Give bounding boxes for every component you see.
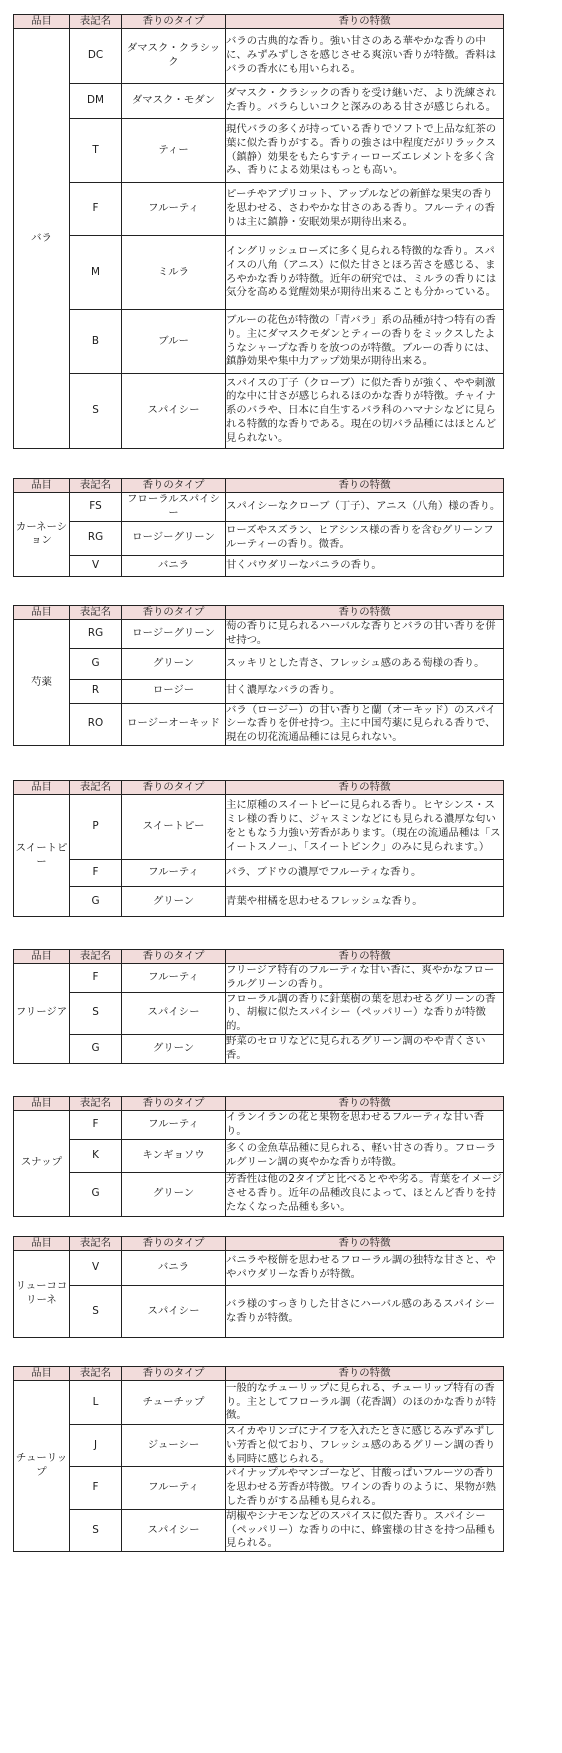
type-cell: スイートピー: [122, 795, 226, 860]
table-row: [14, 1251, 504, 1286]
code-cell: F: [70, 183, 122, 236]
type-cell: バニラ: [122, 555, 226, 576]
table-row: [14, 119, 504, 183]
item-cell: リューココリーネ: [14, 1251, 70, 1338]
header-type: 香りのタイプ: [122, 950, 226, 964]
code-cell: B: [70, 310, 122, 374]
code-cell: G: [70, 648, 122, 679]
table-row: [14, 1286, 504, 1338]
header-item: 品目: [14, 479, 70, 493]
header-item: 品目: [14, 1097, 70, 1111]
header-row: [14, 1237, 504, 1251]
header-row: [14, 606, 504, 620]
table-row: [14, 860, 504, 887]
header-type: 香りのタイプ: [122, 1097, 226, 1111]
header-item: 品目: [14, 606, 70, 620]
code-cell: P: [70, 795, 122, 860]
table-row: [14, 648, 504, 679]
desc-cell: 野菜のセロリなどに見られるグリーン調のやや青くさい香。: [226, 1034, 504, 1063]
type-cell: フルーティ: [122, 1111, 226, 1140]
desc-cell: スパイシーなクローブ（丁子）、アニス（八角）様の香り。: [226, 493, 504, 522]
header-row: [14, 781, 504, 795]
type-cell: グリーン: [122, 1034, 226, 1063]
type-cell: チューチップ: [122, 1381, 226, 1425]
desc-cell: 主に原種のスイートピーに見られる香り。ヒヤシンス・スミレ様の香りに、ジャスミンなどにも見られる濃厚な匂いをともなう力強い芳香があります。（現在の流通品種は「スイートスノー」、「スイートピンク」のみに見られます。）: [226, 795, 504, 860]
table-row: [14, 374, 504, 449]
desc-cell: パイナップルやマンゴーなど、甘酸っぱいフルーツの香りを思わせる芳香が特徴。ワインの香りのように、果物が熟した香りがする品種も見られる。: [226, 1467, 504, 1509]
code-cell: V: [70, 1251, 122, 1286]
desc-cell: スイカやリンゴにナイフを入れたときに感じるみずみずしい芳香と似ており、フレッシュ感のあるグリーン調の香りも同時に感じられる。: [226, 1425, 504, 1467]
header-desc: 香りの特徴: [226, 479, 504, 493]
code-cell: J: [70, 1425, 122, 1467]
table-row: [14, 964, 504, 993]
code-cell: R: [70, 679, 122, 703]
desc-cell: ピーチやアプリコット、アップルなどの新鮮な果実の香りを思わせる、さわやかな甘さのある香り。フルーティの香りは主に鎮静・安眠効果が期待出来る。: [226, 183, 504, 236]
table-row: [14, 236, 504, 310]
scent-table: [13, 1366, 504, 1552]
code-cell: T: [70, 119, 122, 183]
table-row: [14, 1111, 504, 1140]
table-row: [14, 555, 504, 576]
table-row: [14, 703, 504, 745]
type-cell: フルーティ: [122, 964, 226, 993]
header-type: 香りのタイプ: [122, 479, 226, 493]
header-item: 品目: [14, 781, 70, 795]
header-item: 品目: [14, 950, 70, 964]
type-cell: スパイシー: [122, 1286, 226, 1338]
code-cell: V: [70, 555, 122, 576]
header-row: [14, 1097, 504, 1111]
code-cell: S: [70, 1286, 122, 1338]
header-desc: 香りの特徴: [226, 606, 504, 620]
desc-cell: ローズやスズラン、ヒアシンス様の香りを含むグリーンフルーティーの香り。微香。: [226, 521, 504, 555]
table-row: [14, 1034, 504, 1063]
header-code: 表記名: [70, 1237, 122, 1251]
scent-table: [13, 478, 504, 577]
table-row: [14, 1381, 504, 1425]
code-cell: DM: [70, 84, 122, 119]
table-row: [14, 310, 504, 374]
item-cell: 芍薬: [14, 620, 70, 746]
table-row: [14, 887, 504, 917]
type-cell: ダマスク・モダン: [122, 84, 226, 119]
type-cell: ロージーオーキッド: [122, 703, 226, 745]
desc-cell: 胡椒やシナモンなどのスパイスに似た香り。スパイシー（ペッパリー）な香りの中に、蜂蜜様の甘さを持つ品種も見られる。: [226, 1509, 504, 1551]
item-cell: チューリップ: [14, 1381, 70, 1552]
code-cell: RG: [70, 620, 122, 649]
table-row: [14, 1467, 504, 1509]
code-cell: S: [70, 1509, 122, 1551]
code-cell: G: [70, 887, 122, 917]
type-cell: ブルー: [122, 310, 226, 374]
type-cell: ティー: [122, 119, 226, 183]
table-row: [14, 795, 504, 860]
desc-cell: 青葉や柑橘を思わせるフレッシュな香り。: [226, 887, 504, 917]
table-row: [14, 29, 504, 84]
desc-cell: 甘く濃厚なバラの香り。: [226, 679, 504, 703]
table-row: [14, 183, 504, 236]
header-desc: 香りの特徴: [226, 781, 504, 795]
scent-table: [13, 1096, 504, 1217]
header-item: 品目: [14, 1237, 70, 1251]
desc-cell: フリージア特有のフルーティな甘い香に、爽やかなフローラルグリーンの香り。: [226, 964, 504, 993]
table-row: [14, 521, 504, 555]
desc-cell: 多くの金魚草品種に見られる、軽い甘さの香り。フローラルグリーン調の爽やかな香りが特徴。: [226, 1139, 504, 1172]
header-desc: 香りの特徴: [226, 950, 504, 964]
desc-cell: バラの古典的な香り。強い甘さのある華やかな香りの中に、みずみずしさを感じさせる爽涼い香りが特徴。香料はバラの香水にも用いられる。: [226, 29, 504, 84]
code-cell: K: [70, 1139, 122, 1172]
type-cell: ダマスク・クラシック: [122, 29, 226, 84]
desc-cell: バラ様のすっきりした甘さにハーバル感のあるスパイシーな香りが特徴。: [226, 1286, 504, 1338]
header-code: 表記名: [70, 479, 122, 493]
header-desc: 香りの特徴: [226, 1367, 504, 1381]
header-type: 香りのタイプ: [122, 781, 226, 795]
table-row: [14, 493, 504, 522]
type-cell: キンギョソウ: [122, 1139, 226, 1172]
desc-cell: ブルーの花色が特徴の「青バラ」系の品種が持つ特有の香り。主にダマスクモダンとティーの香りをミックスしたようなシャープな香りを放つのが特徴。ブルーの香りには、鎮静効果や集中力アップ効果が期待出来る。: [226, 310, 504, 374]
header-desc: 香りの特徴: [226, 15, 504, 29]
item-cell: カーネーション: [14, 493, 70, 577]
type-cell: スパイシー: [122, 1509, 226, 1551]
table-row: [14, 1509, 504, 1551]
type-cell: グリーン: [122, 648, 226, 679]
header-code: 表記名: [70, 781, 122, 795]
type-cell: バニラ: [122, 1251, 226, 1286]
code-cell: DC: [70, 29, 122, 84]
type-cell: スパイシー: [122, 374, 226, 449]
type-cell: グリーン: [122, 887, 226, 917]
code-cell: RO: [70, 703, 122, 745]
desc-cell: イランイランの花と果物を思わせるフルーティな甘い香り。: [226, 1111, 504, 1140]
type-cell: ロージーグリーン: [122, 521, 226, 555]
scent-table: [13, 605, 504, 746]
type-cell: ロージーグリーン: [122, 620, 226, 649]
header-item: 品目: [14, 15, 70, 29]
desc-cell: イングリッシュローズに多く見られる特徴的な香り。スパイスの八角（アニス）に似た甘さとほろ苦さを感じる、まろやかな香りが特徴。近年の研究では、ミルラの香りには気分を高める覚醒効果が期待出来ることも分かっている。: [226, 236, 504, 310]
header-type: 香りのタイプ: [122, 1237, 226, 1251]
header-desc: 香りの特徴: [226, 1097, 504, 1111]
code-cell: FS: [70, 493, 122, 522]
item-cell: スナップ: [14, 1111, 70, 1217]
type-cell: フルーティ: [122, 860, 226, 887]
header-type: 香りのタイプ: [122, 15, 226, 29]
desc-cell: スパイスの丁子（クローブ）に似た香りが強く、やや刺激的な中に甘さが感じられるほのかな香りが特徴。チャイナ系のバラや、日本に自生するバラ科のハマナシなどに見られる特徴的な香りである。現在の切バラ品種にはほとんど見られない。: [226, 374, 504, 449]
code-cell: F: [70, 1467, 122, 1509]
code-cell: G: [70, 1172, 122, 1216]
header-code: 表記名: [70, 950, 122, 964]
header-type: 香りのタイプ: [122, 1367, 226, 1381]
header-row: [14, 1367, 504, 1381]
type-cell: フローラルスパイシー: [122, 493, 226, 522]
header-type: 香りのタイプ: [122, 606, 226, 620]
type-cell: スパイシー: [122, 992, 226, 1034]
code-cell: S: [70, 374, 122, 449]
table-row: [14, 84, 504, 119]
code-cell: L: [70, 1381, 122, 1425]
item-cell: フリージア: [14, 964, 70, 1064]
desc-cell: バニラや桜餅を思わせるフローラル調の独特な甘さと、ややパウダリーな香りが特徴。: [226, 1251, 504, 1286]
desc-cell: 萄の香りに見られるハーバルな香りとバラの甘い香りを併せ持つ。: [226, 620, 504, 649]
table-row: [14, 1425, 504, 1467]
type-cell: ジューシー: [122, 1425, 226, 1467]
item-cell: バラ: [14, 29, 70, 449]
header-code: 表記名: [70, 15, 122, 29]
scent-table: [13, 780, 504, 917]
header-item: 品目: [14, 1367, 70, 1381]
item-cell: スイートピー: [14, 795, 70, 917]
desc-cell: 一般的なチューリップに見られる、チューリップ特有の香り。主としてフローラル調（花香調）のほのかな香りが特徴。: [226, 1381, 504, 1425]
scent-table: [13, 14, 504, 449]
table-row: [14, 679, 504, 703]
code-cell: M: [70, 236, 122, 310]
type-cell: ミルラ: [122, 236, 226, 310]
desc-cell: バラ（ロージー）の甘い香りと蘭（オーキッド）のスパイシーな香りを併せ持つ。主に中国芍薬に見られる香りで、現在の切花流通品種には見られない。: [226, 703, 504, 745]
desc-cell: 現代バラの多くが持っている香りでソフトで上品な紅茶の葉に似た香りがする。香りの強さは中程度だがリラックス（鎮静）効果をもたらすティーローズエレメントを多く含み、香りによる効果はもっとも高い。: [226, 119, 504, 183]
table-row: [14, 1139, 504, 1172]
code-cell: F: [70, 860, 122, 887]
code-cell: S: [70, 992, 122, 1034]
code-cell: F: [70, 1111, 122, 1140]
type-cell: フルーティ: [122, 1467, 226, 1509]
desc-cell: スッキリとした青さ、フレッシュ感のある萄様の香り。: [226, 648, 504, 679]
desc-cell: フローラル調の香りに針葉樹の葉を思わせるグリーンの香り、胡椒に似たスパイシー（ペッパリー）な香りが特徴的。: [226, 992, 504, 1034]
code-cell: RG: [70, 521, 122, 555]
header-desc: 香りの特徴: [226, 1237, 504, 1251]
desc-cell: 芳香性は他の2タイプと比べるとやや劣る。青葉をイメージさせる香り。近年の品種改良によって、ほとんど香りを持たなくなった品種も多い。: [226, 1172, 504, 1216]
header-row: [14, 950, 504, 964]
header-code: 表記名: [70, 1367, 122, 1381]
scent-table: [13, 1236, 504, 1338]
header-code: 表記名: [70, 1097, 122, 1111]
code-cell: G: [70, 1034, 122, 1063]
type-cell: フルーティ: [122, 183, 226, 236]
table-row: [14, 1172, 504, 1216]
type-cell: グリーン: [122, 1172, 226, 1216]
table-row: [14, 992, 504, 1034]
header-row: [14, 479, 504, 493]
header-row: [14, 15, 504, 29]
code-cell: F: [70, 964, 122, 993]
desc-cell: ダマスク・クラシックの香りを受け継いだ、より洗練された香り。バラらしいコクと深みのある甘さが感じられる。: [226, 84, 504, 119]
scent-table: [13, 949, 504, 1064]
desc-cell: バラ、ブドウの濃厚でフルーティな香り。: [226, 860, 504, 887]
desc-cell: 甘くパウダリーなバニラの香り。: [226, 555, 504, 576]
table-row: [14, 620, 504, 649]
type-cell: ロージー: [122, 679, 226, 703]
header-code: 表記名: [70, 606, 122, 620]
